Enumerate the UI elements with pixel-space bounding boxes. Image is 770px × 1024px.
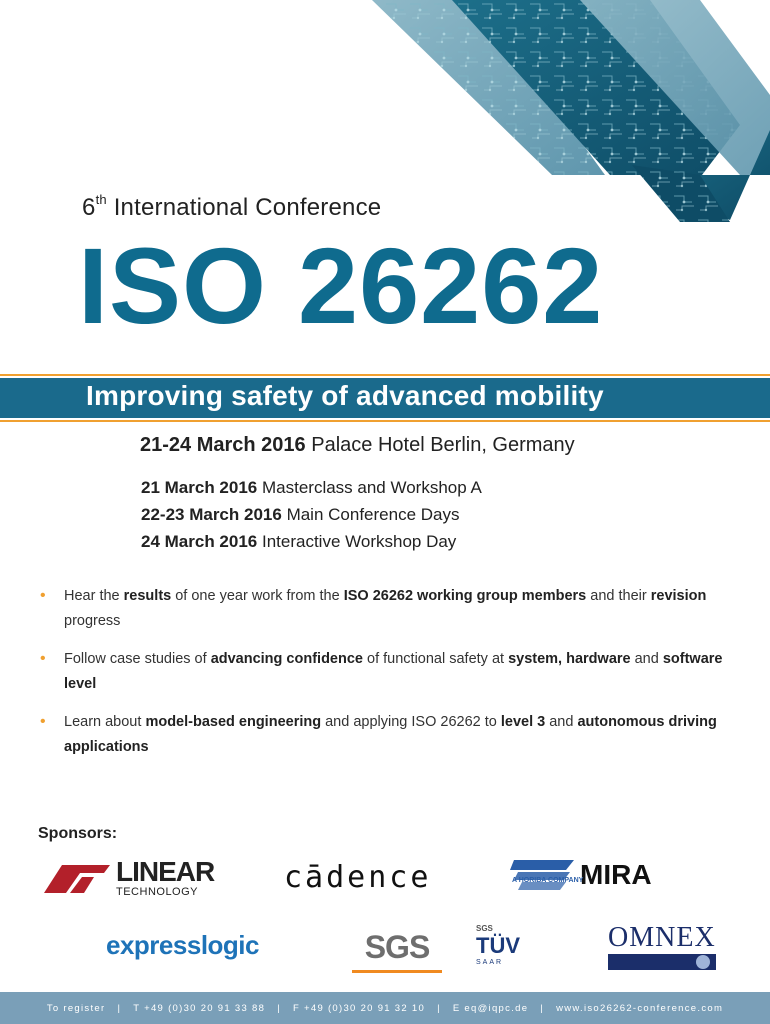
- schedule-date: 22-23 March 2016: [141, 505, 282, 524]
- tuv-logo: [476, 924, 520, 966]
- main-dates-line: [140, 434, 575, 457]
- highlight-emphasis: autonomous driving applications: [64, 714, 717, 755]
- band-top-rule: [0, 374, 770, 376]
- highlight-emphasis: ISO 26262 working group members: [343, 588, 587, 604]
- highlights-list: [40, 584, 740, 773]
- linear-name: LINEAR: [116, 856, 215, 887]
- linear-technology-logo: [40, 858, 214, 898]
- highlight-emphasis: system, hardware: [508, 651, 631, 667]
- tagline: Improving safety of advanced mobility: [86, 380, 604, 411]
- bullet-icon: •: [40, 650, 46, 667]
- highlight-emphasis: model-based engineering: [145, 714, 322, 730]
- schedule-label: Masterclass and Workshop A: [261, 478, 482, 497]
- mira-sub: A HORIBA COMPANY: [512, 877, 584, 884]
- express-logic-logo: [106, 930, 259, 961]
- tuv-sub: SAAR: [476, 959, 504, 966]
- edition-suffix: th: [95, 192, 107, 207]
- linear-mark-icon: [40, 859, 112, 897]
- edition-line: [82, 194, 381, 222]
- schedule-date: 24 March 2016: [141, 532, 258, 551]
- sponsors-label: Sponsors:: [38, 825, 118, 842]
- conference-title: ISO 26262: [78, 225, 604, 346]
- highlight-text: and applying ISO 26262 to: [321, 714, 501, 730]
- highlight-text: Follow case studies of: [64, 651, 211, 667]
- edition-number: 6: [82, 194, 96, 221]
- mira-name: MIRA: [580, 859, 652, 890]
- schedule: [141, 474, 482, 555]
- linear-sub: TECHNOLOGY: [116, 886, 199, 898]
- footer-separator: |: [117, 1002, 122, 1014]
- sgs-logo: [352, 924, 442, 973]
- highlight-text: of functional safety at: [362, 651, 509, 667]
- highlight-text: and: [545, 714, 578, 730]
- highlight-emphasis: level 3: [500, 714, 546, 730]
- footer-item: T +49 (0)30 20 91 33 88: [133, 1002, 266, 1014]
- cadence-logo: [284, 860, 431, 895]
- highlight-item: [40, 584, 740, 633]
- main-dates: 21-24 March 2016: [140, 434, 306, 456]
- bullet-icon: •: [40, 713, 46, 730]
- cadence-name: cādence: [284, 860, 432, 895]
- highlight-text: of one year work from the: [171, 588, 344, 604]
- highlight-item: [40, 710, 740, 759]
- footer-item: To register: [46, 1002, 106, 1014]
- highlight-item: [40, 647, 740, 696]
- mira-wings-icon: [508, 856, 580, 894]
- highlight-text: Learn about: [64, 714, 146, 730]
- sgs-name: SGS: [364, 928, 430, 965]
- express-part2: logic: [200, 930, 259, 960]
- highlight-emphasis: software level: [64, 651, 723, 692]
- schedule-date: 21 March 2016: [141, 478, 258, 497]
- omnex-logo: [608, 922, 716, 970]
- highlight-text: and their: [586, 588, 651, 604]
- highlight-text: Hear the: [64, 588, 124, 604]
- highlight-emphasis: results: [123, 588, 172, 604]
- mira-logo: [508, 856, 652, 894]
- omnex-bar: [608, 954, 716, 970]
- highlight-text: progress: [64, 612, 121, 629]
- express-part1: express: [106, 930, 201, 960]
- footer-separator: |: [540, 1002, 545, 1014]
- band-bottom-rule: [0, 420, 770, 422]
- highlight-text: and: [630, 651, 663, 667]
- tuv-small: SGS: [476, 924, 493, 933]
- schedule-label: Main Conference Days: [286, 505, 460, 524]
- footer-separator: |: [437, 1002, 441, 1014]
- footer-item[interactable]: www.iso26262-conference.com: [556, 1002, 724, 1014]
- schedule-item: [141, 528, 482, 555]
- globe-icon: [696, 955, 710, 969]
- highlight-emphasis: revision: [650, 588, 707, 604]
- schedule-item: [141, 501, 482, 528]
- omnex-name: OMNEX: [608, 922, 716, 953]
- footer-item: F +49 (0)30 20 91 32 10: [292, 1002, 426, 1014]
- main-location: Palace Hotel Berlin, Germany: [311, 434, 575, 456]
- schedule-label: Interactive Workshop Day: [261, 532, 457, 551]
- tuv-name: TÜV: [476, 933, 520, 958]
- bullet-icon: •: [40, 587, 46, 604]
- edition-text: International Conference: [113, 194, 382, 221]
- contact-footer: [0, 992, 770, 1024]
- footer-separator: |: [277, 1002, 281, 1014]
- highlight-emphasis: advancing confidence: [210, 651, 363, 667]
- schedule-item: [141, 474, 482, 501]
- footer-item[interactable]: E eq@iqpc.de: [452, 1002, 529, 1014]
